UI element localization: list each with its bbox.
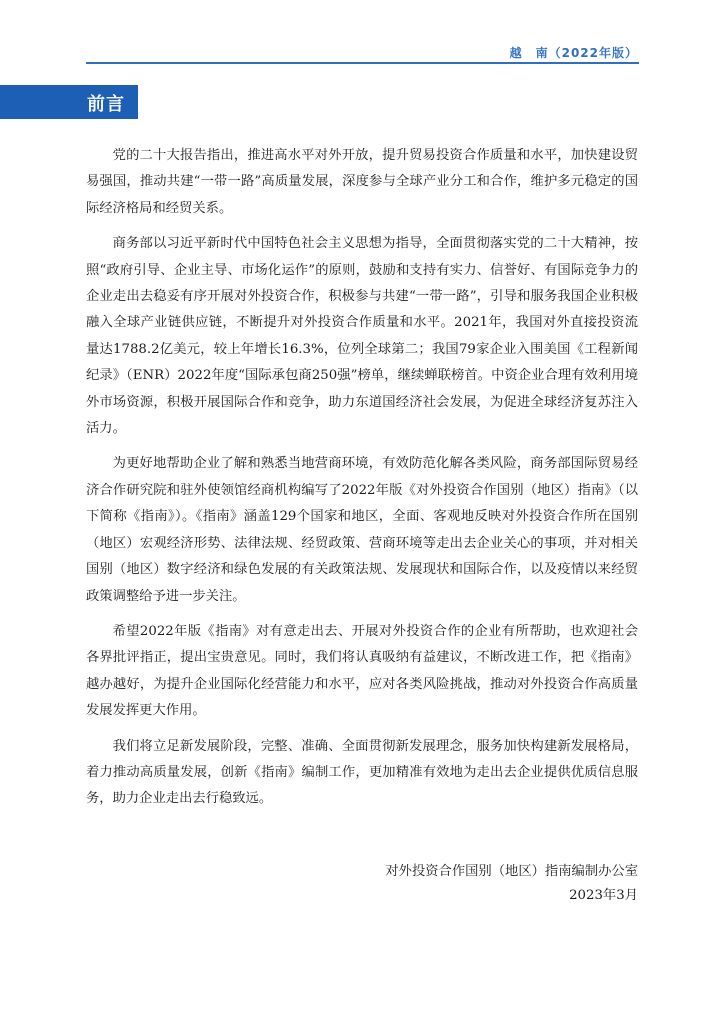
paragraph: 为更好地帮助企业了解和熟悉当地营商环境，有效防范化解各类风险，商务部国际贸易经济合作研究院和驻外使领馆经商机构编写了2022年版《对外投资合作国别（地区）指南》（以下简称《指南》）。《指南》涵盖129个国家和地区，全面、客观地反映对外投资合作所在国别（地区）宏观经济形势、法律法规、经贸政策、营商环境等走出去企业关心的事项，并对相关国别（地区）数字经济和绿色发展的有关政策法规、发展现状和国际合作，以及疫情以来经贸政策调整给予进一步关注。 — [86, 456, 638, 604]
running-header: 越 南（2022年版） — [509, 46, 638, 60]
paragraph: 希望2022年版《指南》对有意走出去、开展对外投资合作的企业有所帮助，也欢迎社会各界批评指正，提出宝贵意见。同时，我们将认真吸纳有益建议，不断改进工作，把《指南》越办越好，为提升企业国际化经营能力和水平，应对各类风险挑战，推动对外投资合作高质量发展发挥更大作用。 — [86, 623, 638, 719]
paragraph: 党的二十大报告指出，推进高水平对外开放，提升贸易投资合作质量和水平，加快建设贸易强国，推动共建“一带一路”高质量发展，深度参与全球产业分工和合作，维护多元稳定的国际经济格局和经贸关系。 — [86, 148, 638, 216]
paragraph: 商务部以习近平新时代中国特色社会主义思想为指导，全面贯彻落实党的二十大精神，按照“政府引导、企业主导、市场化运作”的原则，鼓励和支持有实力、信誉好、有国际竞争力的企业走出去稳妥有序开展对外投资合作，积极参与共建“一带一路”，引导和服务我国企业积极融入全球产业链供应链，不断提升对外投资合作质量和水平。2021年，我国对外直接投资流量达1788.2亿美元，较上年增长16.3%，位列全球第二；我国79家企业入围美国《工程新闻纪录》（ENR）2022年度“国际承包商250强”榜单，继续蝉联榜首。中资企业合理有效利用境外市场资源，积极开展国际合作和竞争，助力东道国经济社会发展，为促进全球经济复苏注入活力。 — [86, 236, 638, 437]
section-title: 前言 — [87, 94, 125, 115]
signature-date: 2023年3月 — [569, 888, 638, 903]
preface-body — [86, 143, 638, 822]
paragraph: 我们将立足新发展阶段，完整、准确、全面贯彻新发展理念，服务加快构建新发展格局，着力推动高质量发展，创新《指南》编制工作，更加精准有效地为走出去企业提供优质信息服务，助力企业走出去行稳致远。 — [86, 738, 638, 807]
signature-office: 对外投资合作国别（地区）指南编制办公室 — [385, 864, 638, 879]
signature-block — [385, 860, 638, 908]
header-divider — [86, 62, 639, 64]
